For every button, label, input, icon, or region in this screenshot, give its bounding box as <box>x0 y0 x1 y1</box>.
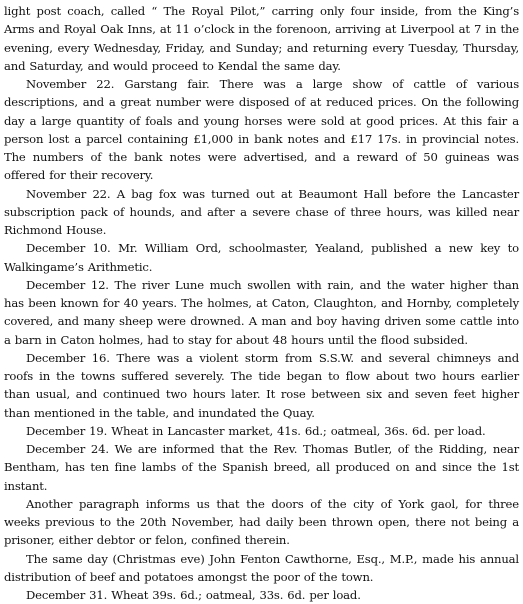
paragraph-william-ord: December 10. Mr. William Ord, schoolmaster, Yealand, published a new key to Walkingame’s Arithmetic. <box>4 241 519 274</box>
paragraph-wheat-dec-19: December 19. Wheat in Lancaster market, 41s. 6d.; oatmeal, 36s. 6d. per load. <box>26 423 486 438</box>
paragraph-violent-storm: December 16. There was a violent storm from S.S.W. and several chimneys and roofs in the towns suffered severely. The tide began to flow about two hours earlier than usual, and continued two hours later. It rose between six and seven feet higher than mentioned in the table, and inundated the Quay. <box>4 350 519 420</box>
paragraph-bag-fox: November 22. A bag fox was turned out at Beaumont Hall before the Lancaster subscription pack of hounds, and after a severe chase of three hours, was killed near Richmond House. <box>4 186 519 237</box>
paragraph-royal-pilot-coach: light post coach, called “ The Royal Pilot,” carring only four inside, from the King’s Arms and Royal Oak Inns, at 11 o’clock in the forenoon, arriving at Liverpool at 7 in the evening, every Wednesday, Friday, and Sunday; and returning every Tuesday, Thursday, and Saturday, and would proceed to Kendal the same day. <box>4 4 519 73</box>
paragraph-garstang-fair: November 22. Garstang fair. There was a large show of cattle of various descriptions, and a great number were disposed of at reduced prices. On the following day a large quantity of foals and young horses were sold at good prices. At this fair a person lost a parcel containing £1,000 in bank notes and £17 17s. in provincial notes. The numbers of the bank notes were advertised, and a reward of 50 guineas was offered for their recovery. <box>4 77 519 183</box>
paragraph-river-lune-flood: December 12. The river Lune much swollen with rain, and the water higher than has been known for 40 years. The holmes, at Caton, Claughton, and Hornby, completely covered, and many sheep were drowned. A man and boy having driven some cattle into a barn in Caton holmes, had to stay for about 48 hours until the flood subsided. <box>4 277 519 347</box>
paragraph-wheat-dec-31: December 31. Wheat 39s. 6d.; oatmeal, 33s. 6d. per load. <box>26 588 361 602</box>
document-page <box>4 2 519 604</box>
paragraph-christmas-distribution: The same day (Christmas eve) John Fenton Cawthorne, Esq., M.P., made his annual distribution of beef and potatoes amongst the poor of the town. <box>4 551 519 584</box>
paragraph-spanish-lambs: December 24. We are informed that the Rev. Thomas Butler, of the Ridding, near Bentham, has ten fine lambs of the Spanish breed, all produced on and since the 1st instant. <box>4 442 519 493</box>
paragraph-york-gaol: Another paragraph informs us that the doors of the city of York gaol, for three weeks previous to the 20th November, had daily been thrown open, there not being a prisoner, either debtor or felon, confined therein. <box>4 496 519 548</box>
